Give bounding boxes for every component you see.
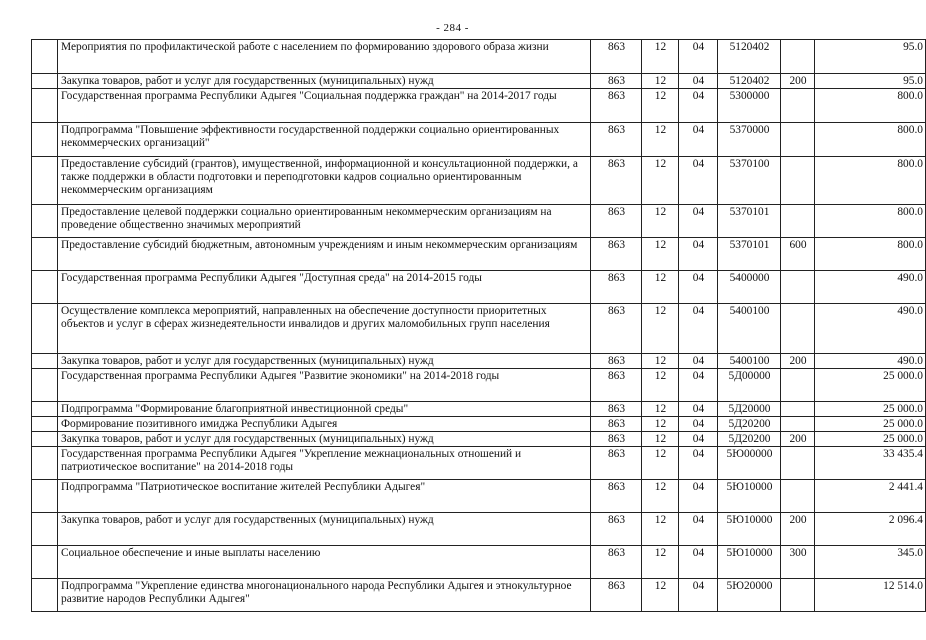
amount: 800.0: [815, 205, 926, 238]
amount: 490.0: [815, 271, 926, 304]
ministry-code: 863: [591, 205, 642, 238]
target-article-code: 5Ю10000: [718, 480, 781, 513]
blank-cell: [32, 238, 58, 271]
blank-cell: [32, 513, 58, 546]
item-name: Подпрограмма "Укрепление единства многонационального народа Республики Адыгея и этнокультурное развитие народов Республики Адыгея": [58, 579, 591, 612]
section-code: 12: [642, 402, 679, 417]
section-code: 12: [642, 74, 679, 89]
amount: 25 000.0: [815, 402, 926, 417]
blank-cell: [32, 480, 58, 513]
blank-cell: [32, 432, 58, 447]
item-name: Государственная программа Республики Адыгея "Доступная среда" на 2014-2015 годы: [58, 271, 591, 304]
item-name: Мероприятия по профилактической работе с населением по формированию здорового образа жизни: [58, 40, 591, 74]
item-name: Подпрограмма "Формирование благоприятной инвестиционной среды": [58, 402, 591, 417]
amount: 95.0: [815, 74, 926, 89]
section-code: 12: [642, 157, 679, 205]
section-code: 12: [642, 432, 679, 447]
item-name: Закупка товаров, работ и услуг для государственных (муниципальных) нужд: [58, 74, 591, 89]
target-article-code: 5400100: [718, 304, 781, 354]
table-row: [32, 304, 926, 354]
amount: 490.0: [815, 304, 926, 354]
expense-type-code: [781, 579, 815, 612]
blank-cell: [32, 157, 58, 205]
item-name: Предоставление субсидий бюджетным, автономным учреждениям и иным некоммерческим организациям: [58, 238, 591, 271]
ministry-code: 863: [591, 271, 642, 304]
subsection-code: 04: [679, 157, 718, 205]
amount: 490.0: [815, 354, 926, 369]
subsection-code: 04: [679, 579, 718, 612]
blank-cell: [32, 304, 58, 354]
section-code: 12: [642, 271, 679, 304]
expense-type-code: [781, 304, 815, 354]
item-name: Подпрограмма "Повышение эффективности государственной поддержки социально ориентированных некоммерческих организаций": [58, 123, 591, 157]
section-code: 12: [642, 369, 679, 402]
expense-type-code: 200: [781, 74, 815, 89]
section-code: 12: [642, 447, 679, 480]
amount: 33 435.4: [815, 447, 926, 480]
table-row: [32, 123, 926, 157]
section-code: 12: [642, 304, 679, 354]
page-number: - 284 -: [436, 22, 469, 34]
subsection-code: 04: [679, 432, 718, 447]
table-row: [32, 271, 926, 304]
table-row: [32, 402, 926, 417]
blank-cell: [32, 40, 58, 74]
target-article-code: 5Ю00000: [718, 447, 781, 480]
amount: 800.0: [815, 89, 926, 123]
expense-type-code: [781, 205, 815, 238]
expense-type-code: 600: [781, 238, 815, 271]
amount: 800.0: [815, 157, 926, 205]
expense-type-code: [781, 369, 815, 402]
table-row: [32, 205, 926, 238]
item-name: Закупка товаров, работ и услуг для государственных (муниципальных) нужд: [58, 432, 591, 447]
expense-type-code: 200: [781, 354, 815, 369]
table-row: [32, 74, 926, 89]
subsection-code: 04: [679, 123, 718, 157]
ministry-code: 863: [591, 402, 642, 417]
ministry-code: 863: [591, 123, 642, 157]
blank-cell: [32, 354, 58, 369]
amount: 25 000.0: [815, 432, 926, 447]
blank-cell: [32, 579, 58, 612]
budget-table-body: [32, 40, 926, 612]
amount: 2 441.4: [815, 480, 926, 513]
expense-type-code: [781, 271, 815, 304]
blank-cell: [32, 402, 58, 417]
expense-type-code: [781, 89, 815, 123]
target-article-code: 5Ю10000: [718, 513, 781, 546]
section-code: 12: [642, 480, 679, 513]
expense-type-code: [781, 157, 815, 205]
item-name: Государственная программа Республики Адыгея "Социальная поддержка граждан" на 2014-2017 годы: [58, 89, 591, 123]
section-code: 12: [642, 123, 679, 157]
subsection-code: 04: [679, 271, 718, 304]
subsection-code: 04: [679, 417, 718, 432]
item-name: Государственная программа Республики Адыгея "Развитие экономики" на 2014-2018 годы: [58, 369, 591, 402]
target-article-code: 5Д00000: [718, 369, 781, 402]
expense-type-code: [781, 123, 815, 157]
table-row: [32, 157, 926, 205]
ministry-code: 863: [591, 238, 642, 271]
subsection-code: 04: [679, 205, 718, 238]
table-row: [32, 447, 926, 480]
target-article-code: 5370000: [718, 123, 781, 157]
expense-type-code: 200: [781, 513, 815, 546]
ministry-code: 863: [591, 89, 642, 123]
item-name: Осуществление комплекса мероприятий, направленных на обеспечение доступности приоритетных объектов и услуг в сферах жизнедеятельности инвалидов и других маломобильных групп населения: [58, 304, 591, 354]
ministry-code: 863: [591, 40, 642, 74]
target-article-code: 5370101: [718, 205, 781, 238]
subsection-code: 04: [679, 74, 718, 89]
subsection-code: 04: [679, 369, 718, 402]
target-article-code: 5Д20000: [718, 402, 781, 417]
ministry-code: 863: [591, 546, 642, 579]
section-code: 12: [642, 546, 679, 579]
section-code: 12: [642, 89, 679, 123]
item-name: Закупка товаров, работ и услуг для государственных (муниципальных) нужд: [58, 513, 591, 546]
blank-cell: [32, 447, 58, 480]
item-name: Предоставление целевой поддержки социально ориентированным некоммерческим организациям на проведение общественно значимых мероприятий: [58, 205, 591, 238]
budget-table: [31, 39, 926, 612]
expense-type-code: [781, 447, 815, 480]
amount: 800.0: [815, 238, 926, 271]
table-row: [32, 546, 926, 579]
table-row: [32, 579, 926, 612]
target-article-code: 5Ю10000: [718, 546, 781, 579]
ministry-code: 863: [591, 513, 642, 546]
blank-cell: [32, 417, 58, 432]
expense-type-code: 200: [781, 432, 815, 447]
table-row: [32, 354, 926, 369]
amount: 12 514.0: [815, 579, 926, 612]
expense-type-code: [781, 417, 815, 432]
subsection-code: 04: [679, 513, 718, 546]
ministry-code: 863: [591, 304, 642, 354]
amount: 2 096.4: [815, 513, 926, 546]
item-name: Подпрограмма "Патриотическое воспитание жителей Республики Адыгея": [58, 480, 591, 513]
table-row: [32, 432, 926, 447]
subsection-code: 04: [679, 40, 718, 74]
section-code: 12: [642, 238, 679, 271]
ministry-code: 863: [591, 447, 642, 480]
amount: 25 000.0: [815, 417, 926, 432]
table-row: [32, 40, 926, 74]
item-name: Формирование позитивного имиджа Республики Адыгея: [58, 417, 591, 432]
blank-cell: [32, 123, 58, 157]
target-article-code: 5370100: [718, 157, 781, 205]
subsection-code: 04: [679, 480, 718, 513]
blank-cell: [32, 74, 58, 89]
subsection-code: 04: [679, 354, 718, 369]
blank-cell: [32, 271, 58, 304]
target-article-code: 5300000: [718, 89, 781, 123]
target-article-code: 5Ю20000: [718, 579, 781, 612]
ministry-code: 863: [591, 480, 642, 513]
blank-cell: [32, 546, 58, 579]
ministry-code: 863: [591, 417, 642, 432]
table-row: [32, 513, 926, 546]
expense-type-code: [781, 402, 815, 417]
subsection-code: 04: [679, 89, 718, 123]
target-article-code: 5120402: [718, 40, 781, 74]
amount: 345.0: [815, 546, 926, 579]
target-article-code: 5120402: [718, 74, 781, 89]
expense-type-code: [781, 480, 815, 513]
ministry-code: 863: [591, 369, 642, 402]
table-row: [32, 417, 926, 432]
section-code: 12: [642, 40, 679, 74]
subsection-code: 04: [679, 546, 718, 579]
table-row: [32, 369, 926, 402]
target-article-code: 5Д20200: [718, 432, 781, 447]
amount: 25 000.0: [815, 369, 926, 402]
subsection-code: 04: [679, 402, 718, 417]
ministry-code: 863: [591, 157, 642, 205]
table-row: [32, 89, 926, 123]
target-article-code: 5400000: [718, 271, 781, 304]
blank-cell: [32, 205, 58, 238]
subsection-code: 04: [679, 238, 718, 271]
section-code: 12: [642, 354, 679, 369]
item-name: Предоставление субсидий (грантов), имущественной, информационной и консультационной поддержки, а также поддержки в области подготовки и переподготовки кадров социально ориентированным некоммерческим организациям: [58, 157, 591, 205]
subsection-code: 04: [679, 304, 718, 354]
table-row: [32, 238, 926, 271]
table-row: [32, 480, 926, 513]
ministry-code: 863: [591, 74, 642, 89]
section-code: 12: [642, 513, 679, 546]
blank-cell: [32, 369, 58, 402]
section-code: 12: [642, 205, 679, 238]
blank-cell: [32, 89, 58, 123]
amount: 800.0: [815, 123, 926, 157]
target-article-code: 5Д20200: [718, 417, 781, 432]
item-name: Государственная программа Республики Адыгея "Укрепление межнациональных отношений и патриотическое воспитание" на 2014-2018 годы: [58, 447, 591, 480]
amount: 95.0: [815, 40, 926, 74]
section-code: 12: [642, 417, 679, 432]
item-name: Социальное обеспечение и иные выплаты населению: [58, 546, 591, 579]
subsection-code: 04: [679, 447, 718, 480]
expense-type-code: 300: [781, 546, 815, 579]
expense-type-code: [781, 40, 815, 74]
ministry-code: 863: [591, 432, 642, 447]
target-article-code: 5370101: [718, 238, 781, 271]
item-name: Закупка товаров, работ и услуг для государственных (муниципальных) нужд: [58, 354, 591, 369]
target-article-code: 5400100: [718, 354, 781, 369]
ministry-code: 863: [591, 579, 642, 612]
ministry-code: 863: [591, 354, 642, 369]
section-code: 12: [642, 579, 679, 612]
